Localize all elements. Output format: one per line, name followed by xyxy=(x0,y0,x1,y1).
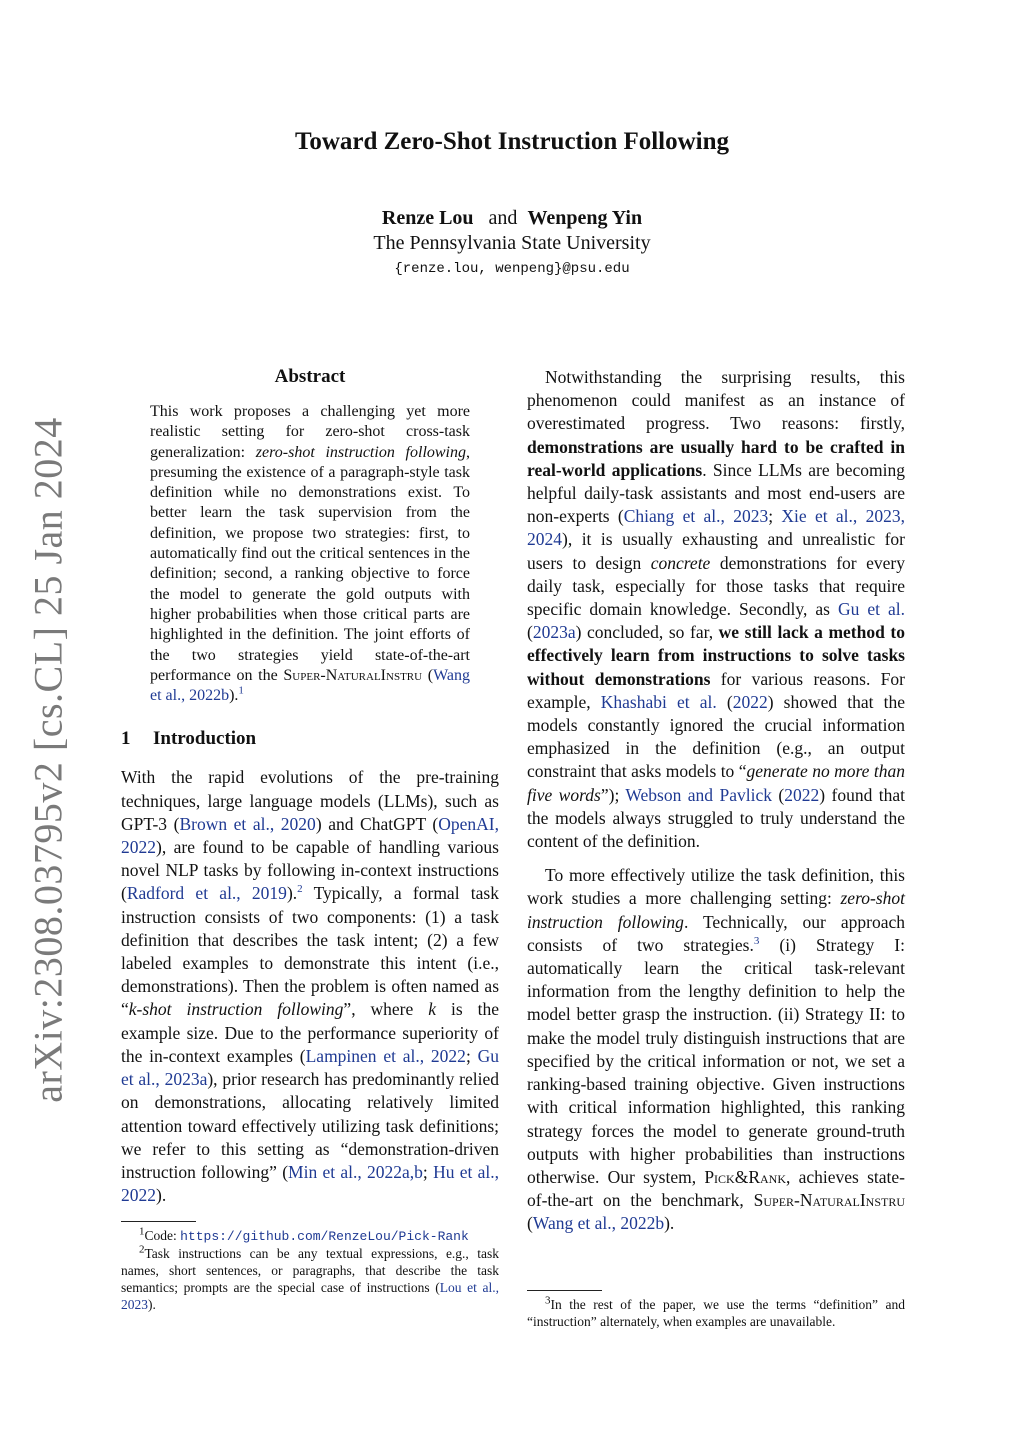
benchmark-name: Super-NaturalInstru xyxy=(283,666,423,684)
citation-link[interactable]: OpenAI, 2022 xyxy=(121,813,500,858)
citation-link[interactable]: Lou et al., 2023 xyxy=(121,1280,499,1313)
citation-link[interactable]: Wang et al., 2022b xyxy=(532,1213,665,1234)
author-email: {renze.lou, wenpeng}@psu.edu xyxy=(394,261,630,277)
citation-link[interactable]: Gu et al. xyxy=(837,599,905,620)
left-column xyxy=(121,366,499,1313)
emphasis: zero-shot instruction following xyxy=(255,443,467,461)
citation-year-link[interactable]: 2023a xyxy=(532,622,576,643)
system-name: Pick&Rank xyxy=(704,1166,787,1187)
footnote-marker[interactable]: 3 xyxy=(753,935,760,948)
footnote-rule xyxy=(527,1290,602,1291)
bold-emphasis: we still lack a method to effectively learn from instructions to solve tasks without demonstrations xyxy=(527,622,905,689)
citation-link[interactable]: Chiang et al., 2023 xyxy=(623,506,769,527)
footnote-1: $^1$Code: https://github.com/RenzeLou/Pick-Rank xyxy=(139,1225,469,1245)
author-conjunction: and xyxy=(488,207,518,229)
benchmark-name: Super-NaturalInstru xyxy=(753,1190,905,1211)
abstract-heading: Abstract xyxy=(274,366,346,387)
citation-year-link[interactable]: 2022 xyxy=(784,784,820,805)
emphasis: k-shot instruction following xyxy=(128,999,344,1020)
bold-emphasis: demonstrations are usually hard to be crafted in real-world applications xyxy=(527,436,905,480)
section-number: 1 xyxy=(121,728,131,750)
footnote-3: $^3$In the rest of the paper, we use the terms “definition” and “instruction” alternately, when examples are unavailable. xyxy=(527,1294,905,1329)
author-name: Wenpeng Yin xyxy=(527,207,643,229)
footnote-2: $^2$Task instructions can be any textual expressions, e.g., task names, short sentences, or paragraphs, that describe the task semantics; prompts are the special case of instructions (Lou et al., 2023). xyxy=(121,1243,499,1313)
section-title: Introduction xyxy=(153,728,257,750)
footnote-marker[interactable]: 2 xyxy=(297,883,303,896)
intro-paragraph: Notwithstanding the surprising results, this phenomenon could manifest as an instance of overestimated progress. Two reasons: firstly, demonstrations are usually hard to be crafted in real-world applications. Since LLMs are becoming helpful daily-task assistants and most end-users are non-experts (Chiang et al., 2023; Xie et al., 2023, 2024), it is usually exhausting and unrealistic for users to design concrete demonstrations for every daily task, especially for those tasks that require specific domain knowledge. Secondly, as Gu et al. (2023a) concluded, so far, we still lack a method to effectively learn from instructions to solve tasks without demonstrations for various reasons. For example, Khashabi et al. (2022) showed that the models constantly ignored the crucial information emphasized in the definition (e.g., an output constraint that asks models to “generate no more than five words”); Webson and Pavlick (2022) found that the models always struggled to truly understand the content of the definition. xyxy=(527,367,906,852)
citation-link[interactable]: Brown et al., 2020 xyxy=(179,813,316,834)
footnote-marker[interactable]: 1 xyxy=(238,684,244,697)
affiliation: The Pennsylvania State University xyxy=(373,232,651,254)
emphasis: generate no more than five words xyxy=(527,761,906,805)
footnotes-right xyxy=(527,1290,905,1330)
citation-link[interactable]: Gu et al., 2023a xyxy=(121,1045,499,1090)
author-name: Renze Lou xyxy=(381,207,474,229)
citation-link[interactable]: Webson and Pavlick xyxy=(625,784,772,805)
code-url-link[interactable]: https://github.com/RenzeLou/Pick-Rank xyxy=(180,1229,469,1245)
citation-link[interactable]: Radford et al., 2019 xyxy=(126,883,287,904)
paper-title: Toward Zero-Shot Instruction Following xyxy=(294,128,730,155)
arxiv-identifier-stamp: arXiv:2308.03795v2 [cs.CL] 25 Jan 2024 xyxy=(25,417,71,1103)
citation-link[interactable]: Hu et al., 2022 xyxy=(121,1161,499,1206)
footnote-rule xyxy=(121,1221,196,1222)
footnotes-left xyxy=(121,1221,499,1313)
citation-link[interactable]: Xie et al., 2023, 2024 xyxy=(527,506,905,550)
emphasis: concrete xyxy=(650,552,711,573)
citation-link[interactable]: Lampinen et al., 2022 xyxy=(305,1045,466,1066)
author-line xyxy=(0,207,1024,230)
intro-paragraph: With the rapid evolutions of the pre-training techniques, large language models (LLMs), such as GPT-3 (Brown et al., 2020) and ChatGPT (OpenAI, 2022), are found to be capable of handling various novel NLP tasks by following in-context instructions (Radford et al., 2019).$^2$ Typically, a formal task instruction consists of two components: (1) a task definition that describes the task intent; (2) a few labeled examples to demonstrate this intent (i.e., demonstrations). Then the problem is often named as “k-shot instruction following”, where k is the example size. Due to the performance superiority of the in-context examples (Lampinen et al., 2022; Gu et al., 2023a), prior research has predominantly relied on demonstrations, allocating relatively limited attention toward effectively utilizing task definitions; we refer to this setting as “demonstration-driven instruction following” (Min et al., 2022a,b; Hu et al., 2022). xyxy=(121,767,500,1206)
math-variable: k xyxy=(428,999,437,1020)
intro-paragraph: To more effectively utilize the task definition, this work studies a more challenging setting: zero-shot instruction following. Technically, our approach consists of two strategies.$^3$ (i) Strategy I: automatically learn the critical task-relevant information from the lengthy definition to help the model better grasp the instruction. (ii) Strategy II: to make the model truly distinguish instructions that are specified by the critical information or not, we set a ranking-based training objective. Given instructions with critical information highlighted, this ranking strategy forces the model to generate ground-truth outputs with higher probabilities than instructions otherwise. Our system, Pick&Rank, achieves state-of-the-art on the benchmark, Super-NaturalInstru (Wang et al., 2022b). xyxy=(527,865,905,1234)
abstract-body: This work proposes a challenging yet more realistic setting for zero-shot cross-task generalization: zero-shot instruction following, presuming the existence of a paragraph-style task definition while no demonstrations exist. To better learn the task supervision from the definition, we propose two strategies: first, to automatically find out the critical sentences in the definition; second, a ranking objective to force the model to generate the gold outputs with higher probabilities when those critical parts are highlighted in the definition. The joint efforts of the two strategies yield state-of-the-art performance on the Super-NaturalInstru (Wang et al., 2022b).$^1$ xyxy=(150,403,471,705)
citation-link[interactable]: Wang et al., 2022b xyxy=(150,666,470,705)
section-heading-introduction xyxy=(121,728,499,750)
citation-year-link[interactable]: 2022 xyxy=(732,691,768,712)
citation-link[interactable]: Min et al., 2022a,b xyxy=(288,1161,423,1182)
right-column xyxy=(527,366,905,1236)
citation-link[interactable]: Khashabi et al. xyxy=(600,691,717,712)
emphasis: zero-shot instruction following xyxy=(527,888,905,932)
